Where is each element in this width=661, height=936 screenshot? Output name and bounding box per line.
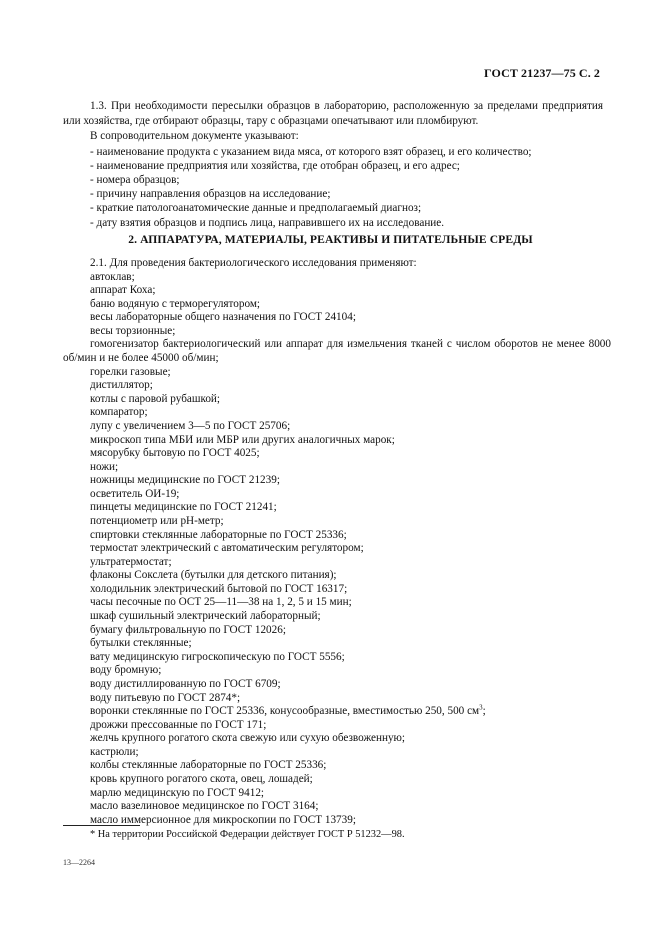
list-item: холодильник электрический бытовой по ГОСТ 16317; xyxy=(90,582,348,595)
list-item: котлы с паровой рубашкой; xyxy=(90,392,221,405)
section-title: 2. АППАРАТУРА, МАТЕРИАЛЫ, РЕАКТИВЫ И ПИТАТЕЛЬНЫЕ СРЕДЫ xyxy=(128,233,533,246)
list-item: дистиллятор; xyxy=(90,379,153,392)
list-item: компаратор; xyxy=(90,406,148,419)
list-item: баню водяную с терморегулятором; xyxy=(90,297,261,310)
list-item: весы торзионные; xyxy=(90,324,176,337)
list-item: аппарат Коха; xyxy=(90,284,156,297)
list-item: горелки газовые; xyxy=(90,365,171,378)
list-item: желчь крупного рогатого скота свежую или сухую обезвоженную; xyxy=(90,732,406,745)
list-item: лупу с увеличением 3—5 по ГОСТ 25706; xyxy=(90,419,291,432)
list-item-homogenizer: гомогенизатор бактериологический или аппарат для измельчения тканей с числом оборотов не менее 8000 об/мин и не более 45000 об/мин; xyxy=(63,338,611,365)
paragraph-1-3: 1.3. При необходимости пересылки образцов в лабораторию, расположенную за пределами предприятия или хозяйства, где отбирают образцы, тару с образцами опечатывают или пломбируют. xyxy=(63,100,603,128)
list-item: - наименование продукта с указанием вида мяса, от которого взят образец, и его количество; xyxy=(90,145,532,158)
list-item: флаконы Сокслета (бутылки для детского питания); xyxy=(90,569,337,582)
list-item: шкаф сушильный электрический лабораторный; xyxy=(90,610,321,623)
list-item: потенциометр или pH-метр; xyxy=(90,515,224,527)
list-item: весы лабораторные общего назначения по ГОСТ 24104; xyxy=(90,311,356,324)
list-item: масло вазелиновое медицинское по ГОСТ 3164; xyxy=(90,800,319,813)
list-item: ножи; xyxy=(90,460,119,473)
list-item: автоклав; xyxy=(90,270,135,283)
list-item: масло иммерсионное для микроскопии по ГОСТ 13739; xyxy=(90,813,356,826)
funnels-text: воронки стеклянные по ГОСТ 25336, конусообразные, вместимостью 250, 500 см xyxy=(90,705,480,718)
equipment-list xyxy=(63,257,611,827)
footnote-divider xyxy=(63,825,140,826)
list-item: воду дистиллированную по ГОСТ 6709; xyxy=(90,677,281,690)
list-item: - наименование предприятия или хозяйства, где отобран образец, и его адрес; xyxy=(90,159,460,172)
list-item-funnels xyxy=(90,705,611,719)
page-code: 13—2264 xyxy=(63,858,95,867)
list-item: воду питьевую по ГОСТ 2874*; xyxy=(90,691,241,704)
cubic-superscript: 3 xyxy=(479,703,483,712)
list-item: бутылки стеклянные; xyxy=(90,637,192,650)
accompanying-doc-label: В сопроводительном документе указывают: xyxy=(90,130,299,143)
list-item: мясорубку бытовую по ГОСТ 4025; xyxy=(90,447,260,460)
list-item: - краткие патологоанатомические данные и предполагаемый диагноз; xyxy=(90,202,422,215)
list-item: термостат электрический с автоматическим регулятором; xyxy=(90,542,364,555)
list-item: - причину направления образцов на исследование; xyxy=(90,188,331,201)
list-item: колбы стеклянные лабораторные по ГОСТ 25336; xyxy=(90,759,327,772)
list-item: воду бромную; xyxy=(90,664,162,677)
list-item: - дату взятия образцов и подпись лица, направившего их на исследование. xyxy=(90,216,445,229)
funnels-end: ; xyxy=(482,705,486,718)
list-item: вату медицинскую гигроскопическую по ГОСТ 5556; xyxy=(90,650,345,663)
list-item: кровь крупного рогатого скота, овец, лошадей; xyxy=(90,772,313,785)
list-item: кастрюли; xyxy=(90,745,139,758)
list-item: часы песочные по ОСТ 25—11—38 на 1, 2, 5 и 15 мин; xyxy=(90,596,352,609)
list-item: микроскоп типа МБИ или МБР или других аналогичных марок; xyxy=(90,433,395,446)
list-item: спиртовки стеклянные лабораторные по ГОСТ 25336; xyxy=(90,528,347,541)
list-item: бумагу фильтровальную по ГОСТ 12026; xyxy=(90,623,286,636)
paragraph-2-1: 2.1. Для проведения бактериологического исследования применяют: xyxy=(90,257,417,269)
intro-section xyxy=(63,99,603,230)
list-item: марлю медицинскую по ГОСТ 9412; xyxy=(90,786,265,799)
list-item: - номера образцов; xyxy=(90,174,180,187)
list-item: ультратермостат; xyxy=(90,555,172,568)
list-item: дрожжи прессованные по ГОСТ 171; xyxy=(90,718,267,731)
list-item: пинцеты медицинские по ГОСТ 21241; xyxy=(90,501,277,514)
footnote: * На территории Российской Федерации действует ГОСТ Р 51232—98. xyxy=(90,829,405,840)
list-item: ножницы медицинские по ГОСТ 21239; xyxy=(90,474,280,487)
list-item: осветитель ОИ-19; xyxy=(90,487,180,500)
document-header: ГОСТ 21237—75 С. 2 xyxy=(484,66,600,80)
